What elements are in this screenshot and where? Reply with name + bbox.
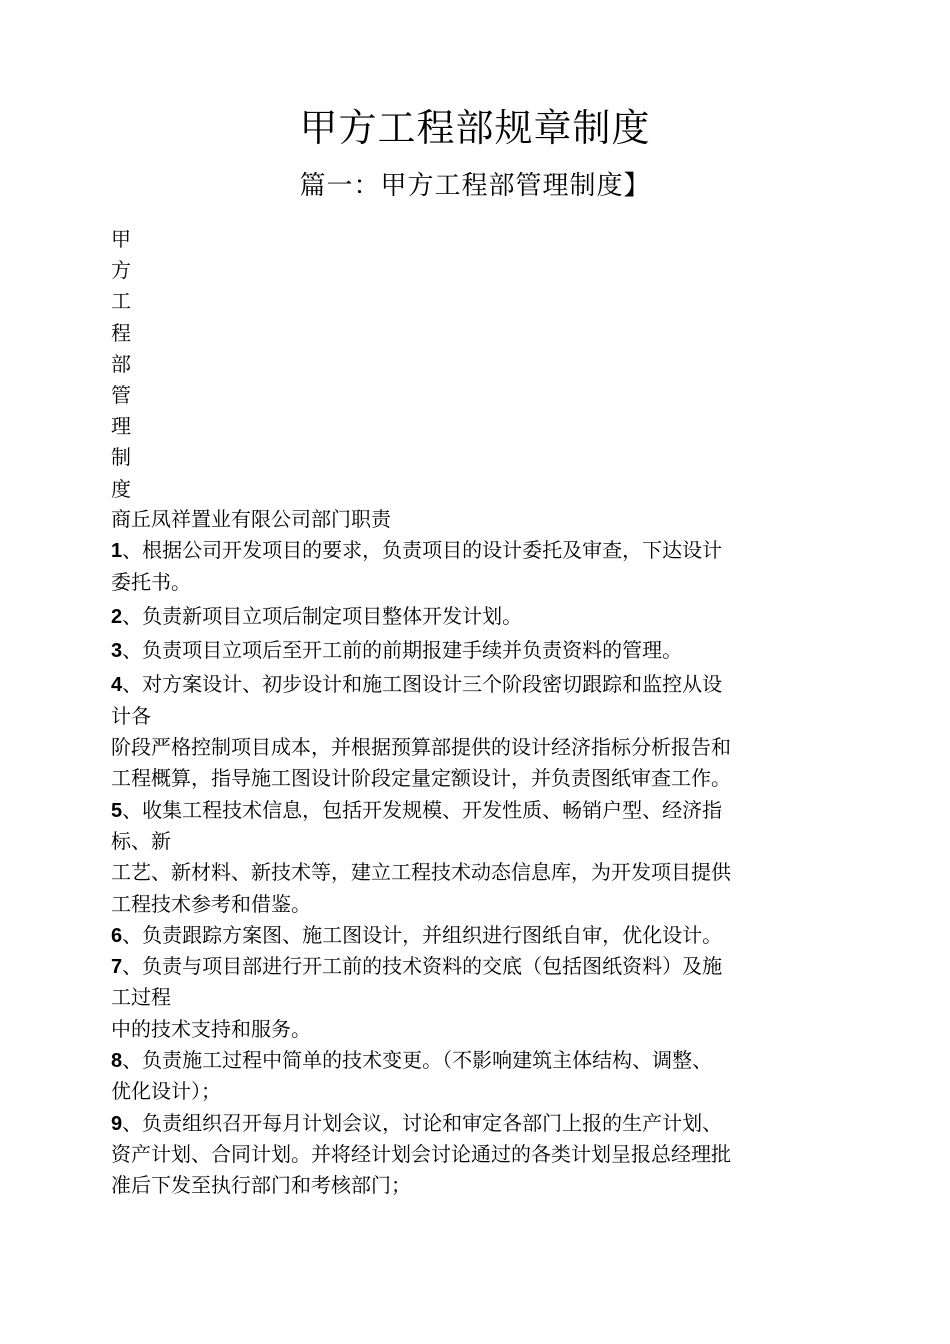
item-line: 资产计划、合同计划。并将经计划会讨论通过的各类计划呈报总经理批 (111, 1141, 731, 1166)
item-line: 工过程 (111, 985, 171, 1010)
item-number: 4 (111, 674, 123, 697)
vertical-char: 制 (111, 445, 131, 470)
item-number: 6 (111, 924, 123, 947)
vertical-char: 部 (111, 351, 131, 376)
vertical-char: 工 (111, 289, 131, 314)
item-text: 、负责与项目部进行开工前的技术资料的交底（包括图纸资料）及施 (122, 954, 723, 979)
vertical-char: 度 (111, 476, 131, 501)
item-line: 工艺、新材料、新技术等，建立工程技术动态信息库，为开发项目提供 (111, 860, 731, 885)
document-body (111, 504, 841, 1202)
item-line (111, 951, 841, 982)
document-title: 甲方工程部规章制度 (299, 106, 651, 150)
item-line (111, 1045, 841, 1076)
item-line (111, 535, 841, 566)
item-line: 优化设计）； (111, 1079, 221, 1104)
vertical-char: 管 (111, 382, 131, 407)
item-line: 工程技术参考和借鉴。 (111, 891, 311, 916)
document-subtitle: 篇一：甲方工程部管理制度】 (299, 171, 651, 201)
item-number: 9 (111, 1112, 123, 1135)
item-number: 8 (111, 1050, 123, 1073)
item-line: 工程概算，指导施工图设计阶段定量定额设计，并负责图纸审查工作。 (111, 766, 731, 791)
item-line: 准后下发至执行部门和考核部门； (111, 1173, 411, 1198)
item-line (111, 1108, 841, 1139)
item-line: 阶段严格控制项目成本，并根据预算部提供的设计经济指标分析报告和 (111, 735, 731, 760)
item-line: 计各 (111, 703, 151, 728)
item-line (111, 795, 841, 826)
item-line (111, 920, 841, 951)
item-text: 、根据公司开发项目的要求，负责项目的设计委托及审查，下达设计 (122, 538, 723, 563)
item-text: 、对方案设计、初步设计和施工图设计三个阶段密切跟踪和监控从设 (122, 672, 723, 697)
item-text: 、负责项目立项后至开工前的前期报建手续并负责资料的管理。 (122, 638, 683, 663)
vertical-title (111, 224, 141, 505)
item-line: 委托书。 (111, 569, 191, 594)
item-number: 1 (111, 540, 123, 563)
item-text: 、负责新项目立项后制定项目整体开发计划。 (122, 603, 523, 628)
item-text: 、负责组织召开每月计划会议，讨论和审定各部门上报的生产计划、 (122, 1110, 723, 1135)
vertical-char: 程 (111, 320, 131, 345)
item-line (111, 669, 841, 700)
item-line: 标、新 (111, 828, 171, 853)
item-number: 3 (111, 640, 123, 663)
vertical-char: 甲 (111, 227, 131, 251)
item-text: 、负责施工过程中简单的技术变更。（不影响建筑主体结构、调整、 (122, 1048, 713, 1073)
vertical-char: 方 (111, 258, 131, 283)
vertical-char: 理 (111, 414, 131, 439)
item-line (111, 635, 841, 666)
company-heading: 商丘凤祥置业有限公司部门职责 (111, 507, 391, 531)
item-line (111, 601, 841, 632)
item-number: 7 (111, 956, 123, 979)
item-text: 、负责跟踪方案图、施工图设计，并组织进行图纸自审，优化设计。 (122, 922, 723, 947)
item-number: 2 (111, 605, 123, 628)
item-number: 5 (111, 799, 123, 822)
item-line: 中的技术支持和服务。 (111, 1016, 311, 1041)
item-text: 、收集工程技术信息，包括开发规模、开发性质、畅销户型、经济指 (122, 797, 723, 822)
